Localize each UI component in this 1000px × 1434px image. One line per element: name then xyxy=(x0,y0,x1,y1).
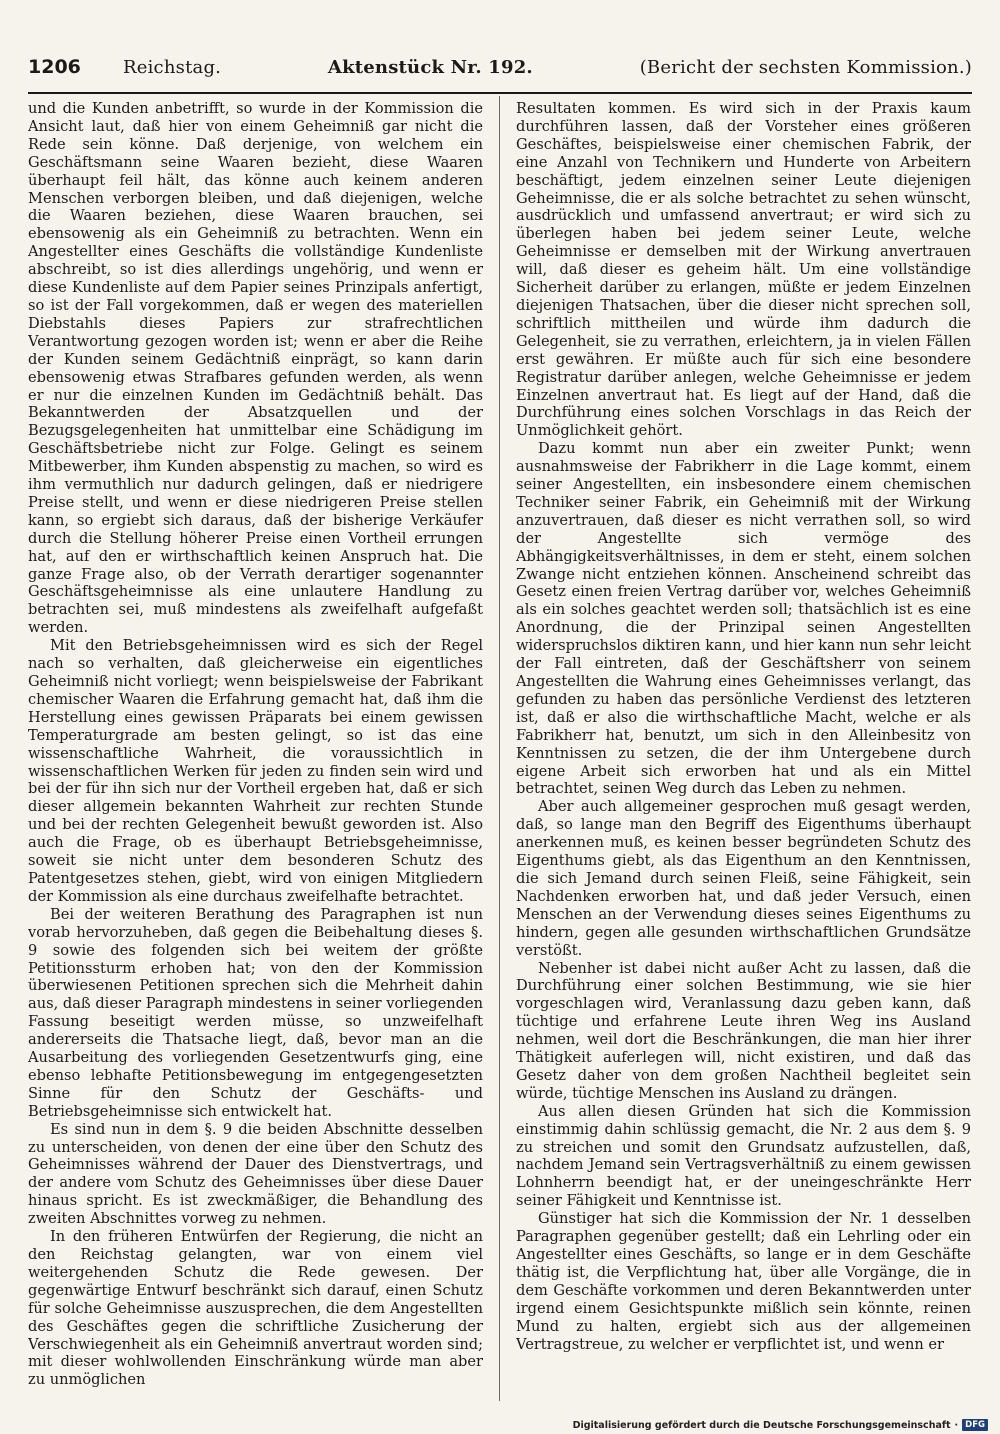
footer-credit: Digitalisierung gefördert durch die Deutsche Forschungsgemeinschaft xyxy=(572,1419,951,1431)
paragraph: Aus allen diesen Gründen hat sich die Kommission einstimmig dahin schlüssig gemacht, die Nr. 2 aus dem §. 9 zu streichen und somit den Grundsatz aufzustellen, daß, nachdem Jemand sein Vertragsverhältniß zu einem gewissen Lohnherrn beendigt hat, er der uneingeschränkte Herr seiner Fähigkeit und Kenntnisse ist. xyxy=(516,1102,971,1210)
dfg-logo-icon: DFG xyxy=(962,1419,988,1431)
paragraph: Dazu kommt nun aber ein zweiter Punkt; wenn ausnahmsweise der Fabrikherr in die Lage kommt, einem seiner Angestellten, ein insbesondere einem chemischen Techniker seiner Fabrik, ein Geheimniß mit der Wirkung anzuvertrauen, daß dieser es nicht verrathen soll, so wird der Angestellte sich vermöge des Abhängigkeitsverhältnisses, in dem er steht, einem solchen Zwange nicht entziehen können. Anscheinend schreibt das Gesetz einen freien Vertrag darüber vor, welches Geheimniß als ein solches geachtet werden soll; thatsächlich ist es eine Anordnung, die der Prinzipal seinen Angestellten widerspruchslos diktiren kann, und hier kann nun sehr leicht der Fall eintreten, daß der Geschäftsherr von seinem Angestellten die Wahrung eines Geheimnisses verlangt, das gefunden zu haben das persönliche Verdienst des letzteren ist, daß er also die wirthschaftliche Macht, welche er als Fabrikherr hat, benutzt, um sich in den Alleinbesitz von Kenntnissen zu setzen, die der ihm Untergebene durch eigene Arbeit sich erworben hat und als ein Mittel betrachtet, seinen Weg durch das Leben zu nehmen. xyxy=(516,440,971,798)
running-head xyxy=(123,57,972,78)
column-separator xyxy=(499,96,500,1401)
page-header xyxy=(28,56,972,86)
digitization-footer xyxy=(573,1418,988,1432)
paragraph: Nebenher ist dabei nicht außer Acht zu lassen, daß die Durchführung einer solchen Bestimmung, wie sie hier vorgeschlagen wird, Veranlassung dazu geben kann, daß tüchtige und erfahrene Leute ihren Weg ins Ausland nehmen, weil dort die Beschränkungen, die man hier ihrer Thätigkeit auferlegen will, nicht existiren, und daß das Gesetz daher von dem großen Nachtheil begleitet sein würde, tüchtige Menschen ins Ausland zu drängen. xyxy=(516,959,971,1102)
paragraph: Bei der weiteren Berathung des Paragraphen ist nun vorab hervorzuheben, daß gegen die Beibehaltung dieses §. 9 sowie des folgenden sich bei weitem der größte Petitionssturm erhoben hat; von den der Kommission überwiesenen Petitionen sprechen sich die Mehrheit dahin aus, daß dieser Paragraph mindestens in seiner vorliegenden Fassung beseitigt werden müsse, so unzweifelhaft andererseits die Thatsache liegt, daß, bevor man an die Ausarbeitung des vorliegenden Gesetzentwurfs ging, eine ebenso lebhafte Petitionsbewegung im entgegengesetzten Sinne für den Schutz der Geschäfts- und Betriebsgeheimnisse sich entwickelt hat. xyxy=(28,905,483,1120)
right-column xyxy=(516,100,971,1390)
report-label: (Bericht der sechsten Kommission.) xyxy=(639,57,972,78)
document-label: Aktenstück Nr. 192. xyxy=(327,57,533,78)
left-column xyxy=(28,100,483,1390)
venue-label: Reichstag. xyxy=(123,57,222,78)
paragraph: Günstiger hat sich die Kommission der Nr. 1 desselben Paragraphen gegenüber gestellt; daß ein Lehrling oder ein Angestellter eines Geschäfts, so lange er in dem Geschäfte thätig ist, die Verpflichtung hat, über alle Vorgänge, die in dem Geschäfte vorkommen und deren Bekanntwerden unter irgend einem Gesichtspunkte mißlich sein könnte, reinen Mund zu halten, ergiebt sich aus der allgemeinen Vertragstreue, zu welcher er verpflichtet ist, und wenn er xyxy=(516,1210,971,1353)
paragraph: Resultaten kommen. Es wird sich in der Praxis kaum durchführen lassen, daß der Vorsteher eines größeren Geschäftes, beispielsweise einer chemischen Fabrik, der eine Anzahl von Technikern und Hunderte von Arbeitern beschäftigt, jedem einzelnen seiner Leute diejenigen Geheimnisse, die er als solche betrachtet zu sehen wünscht, ausdrücklich und umfassend anvertraut; er wird sich zu überlegen haben bei jedem seiner Leute, welche Geheimnisse er demselben mit der Wirkung anvertrauen will, daß dieser es geheim hält. Um eine vollständige Sicherheit darüber zu erlangen, müßte er jedem Einzelnen diejenigen Thatsachen, über die dieser nicht sprechen soll, schriftlich mittheilen und würde ihm dadurch die Gelegenheit, sie zu verrathen, erleichtern, ja in vielen Fällen erst gewähren. Er müßte auch für sich eine besondere Registratur darüber anlegen, welche Geheimnisse er jedem Einzelnen anvertraut hat. Es liegt auf der Hand, daß die Durchführung eines solchen Vorschlags in das Reich der Unmöglichkeit gehört. xyxy=(516,100,971,440)
paragraph: In den früheren Entwürfen der Regierung, die nicht an den Reichstag gelangten, war von einem viel weitergehenden Schutz die Rede gewesen. Der gegenwärtige Entwurf beschränkt sich darauf, einen Schutz für solche Geheimnisse auszusprechen, die dem Angestellten des Geschäftes gegen die schriftliche Zusicherung der Verschwiegenheit als ein Geheimniß anvertraut worden sind; mit dieser wohlwollenden Einschränkung würde man aber zu unmöglichen xyxy=(28,1228,483,1389)
paragraph: Mit den Betriebsgeheimnissen wird es sich der Regel nach so verhalten, daß gleicherweise ein eigentliches Geheimniß nicht vorliegt; wenn beispielsweise der Fabrikant chemischer Waaren die Erfahrung gemacht hat, daß ihm die Herstellung eines gewissen Präparats bei einem gewissen Temperaturgrade am besten gelingt, so ist das eine wissenschaftliche Wahrheit, die voraussichtlich in wissenschaftlichen Werken für jeden zu finden sein wird und bei der für ihn sich nur der Vortheil ergeben hat, daß er sich dieser allgemein bekannten Wahrheit zur rechten Stunde und bei der rechten Gelegenheit bewußt geworden ist. Also auch die Frage, ob es überhaupt Betriebsgeheimnisse, soweit sie nicht unter dem besonderen Schutz des Patentgesetzes stehen, giebt, wird von einigen Mitgliedern der Kommission als eine durchaus zweifelhafte betrachtet. xyxy=(28,637,483,905)
paragraph: Aber auch allgemeiner gesprochen muß gesagt werden, daß, so lange man den Begriff des Eigenthums überhaupt anerkennen muß, es keinen besser begründeten Schutz des Eigenthums giebt, als das Eigenthum an den Kenntnissen, die sich Jemand durch seinen Fleiß, seine Fähigkeit, sein Nachdenken erworben hat, und daß jeder Versuch, einen Menschen an der Verwendung dieses seines Eigenthums zu hindern, gegen alle gesunden wirthschaftlichen Grundsätze verstößt. xyxy=(516,798,971,959)
paragraph: und die Kunden anbetrifft, so wurde in der Kommission die Ansicht laut, daß hier von einem Geheimniß gar nicht die Rede sein könne. Daß derjenige, von welchem ein Geschäftsmann seine Waaren bezieht, diese Waaren überhaupt feil hält, das könne auch keinem anderen Menschen verborgen bleiben, und daß diejenigen, welche die Waaren beziehen, diese Waaren brauchen, sei ebensowenig als ein Geheimniß zu betrachten. Wenn ein Angestellter eines Geschäfts die vollständige Kundenliste abschreibt, so ist dies allerdings ungehörig, und wenn er diese Kundenliste auf dem Papier seines Prinzipals anfertigt, so ist der Fall vorgekommen, daß er wegen des materiellen Diebstahls dieses Papiers zur strafrechtlichen Verantwortung gezogen worden ist; wenn er aber die Reihe der Kunden seinem Gedächtniß einprägt, so kann darin ebensowenig etwas Strafbares gefunden werden, als wenn er nur die einzelnen Kunden im Gedächtniß behält. Das Bekanntwerden der Absatzquellen und der Bezugsgelegenheiten hat unmittelbar eine Schädigung im Geschäftsbetriebe nicht zur Folge. Gelingt es seinem Mitbewerber, ihm Kunden abspenstig zu machen, so wird es ihm vermuthlich nur dadurch gelingen, daß er niedrigere Preise stellt, und wenn er diese niedrigeren Preise stellen kann, so ergiebt sich daraus, daß der bisherige Verkäufer durch die Stellung höherer Preise einen Vortheil errungen hat, auf den er wirthschaftlich keinen Anspruch hat. Die ganze Frage also, ob der Verrath derartiger sogenannter Geschäftsgeheimnisse als eine unlautere Handlung zu betrachten sei, muß mindestens als zweifelhaft aufgefaßt werden. xyxy=(28,100,483,637)
paragraph: Es sind nun in dem §. 9 die beiden Abschnitte desselben zu unterscheiden, von denen der eine über den Schutz des Geheimnisses während der Dauer des Dienstvertrags, und der andere vom Schutz des Geheimnisses über diese Dauer hinaus spricht. Es ist zweckmäßiger, die Behandlung des zweiten Abschnittes vorweg zu nehmen. xyxy=(28,1120,483,1228)
header-rule xyxy=(28,92,972,94)
page-number: 1206 xyxy=(28,56,81,78)
footer-dot: · xyxy=(954,1419,959,1431)
